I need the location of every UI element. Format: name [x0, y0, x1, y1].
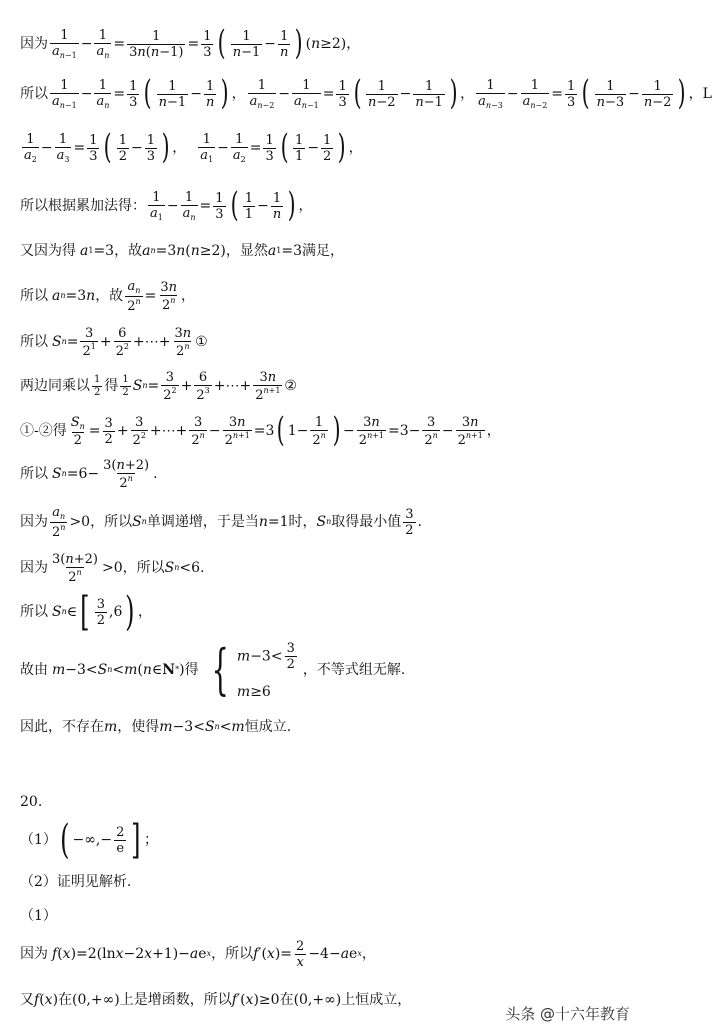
text: （1）: [20, 908, 57, 924]
text: 因为: [20, 560, 48, 576]
text: 故由: [20, 662, 48, 678]
text: 所以: [20, 86, 48, 102]
text: 20.: [20, 794, 43, 810]
text: ，故: [95, 288, 124, 304]
eq-line-4: 所以根据累加法得： $\frac{1}{a_1}$ − $\frac{1}{a_n}$ = $\frac{1}{3}$ ( $\frac{1}{1}$ − $\frac{1}{n}$ ) ，: [20, 185, 313, 226]
eq-line-13: 所以 S n ∈ [ $\frac{3}{2}$ ,6 ) ，: [20, 589, 152, 635]
text: 满足，: [301, 243, 344, 259]
text: 在: [58, 992, 73, 1008]
text: 因为: [20, 946, 48, 962]
mark-1: ①: [195, 334, 208, 350]
text: ，不等式组无解.: [302, 662, 406, 678]
eq-line-3: $\frac{1}{a_2}$ − $\frac{1}{a_3}$ = $\frac{1}{3}$ ( $\frac{1}{2}$ − $\frac{1}{3}$ ) ， $\frac{1}{a_1}$ − $\frac{1}{a_2}$ = $\frac{1}{3}$ ( $\frac{1}{1}$ − $\frac{1}{2}$ ) ，: [24, 127, 363, 168]
frac: $\frac{1}{a_n}$: [96, 27, 110, 60]
frac: $\frac{1}{a_{n-1}}$: [52, 27, 77, 60]
eq-line-2: 所以 $\frac{1}{a_{n-1}}$ − $\frac{1}{a_n}$ = $\frac{1}{3}$ ( $\frac{1}{n-1}$ − $\frac{1}{n}$ ) ， $\frac{1}{a_{n-2}}$ − $\frac{1}{a_{n-1}}$ = $\frac{1}{3}$ ( $\frac{1}{n-2}$ − $\frac{1}{n-1}$ ) ， $\frac{1}{a_{n-3}}$ − $\frac{1}{a_{n-2}}$ = $\frac{1}{3}$ ( $\frac{1}{n-3}$ − $\frac{1}{n-2}$ ) ，L: [20, 73, 712, 114]
eq-line-8: 两边同乘以 $\frac{1}{2}$ 得 $\frac{1}{2}$ S n = $\frac{3}{2^2}$ + $\frac{6}{2^3}$ +⋯+ $\frac{3n}{2^{n+1}}$ ②: [20, 369, 297, 403]
eq-line-15: 因此，不存在 m ，使得 m −3< S n < m 恒成立.: [20, 719, 292, 735]
eq-line-10: 所以 S n =6− $\frac{3(n+2)}{2^n}$ .: [20, 457, 158, 491]
text: ，所以: [90, 514, 133, 530]
eq-line-11: 因为 $\frac{a_n}{2^n}$ >0 ，所以 S n 单调递增，于是当 n =1 时， S n 取得最小值 $\frac{3}{2}$ .: [20, 504, 422, 540]
eq-line-9: ①-②得 $\frac{S_n}{2}$ = $\frac{3}{2}$ + $\frac{3}{2^2}$ +⋯+ $\frac{3}{2^n}$ − $\frac{3n}{2^{n+1}}$ =3 ( 1− $\frac{1}{2^n}$ ) − $\frac{3n}{2^{n+1}}$ =3− $\frac{3}{2^n}$ − $\frac{3n}{2^{n+1}}$ ，: [20, 410, 501, 451]
answer-part-2: [20, 872, 628, 892]
text: 单调递增，于是当: [146, 514, 259, 530]
frac: $\frac{1}{n-1}$: [232, 28, 261, 60]
eq-line-21: 又 f ( x ) 在 (0,+∞) 上是增函数，所以 f ′( x )≥0 在 (0,+∞) 上恒成立，: [20, 992, 412, 1008]
eq-line-20: 因为 f ( x )=2(ln x −2 x +1)− a e x ，所以 f ′( x )= $\frac{2}{x}$ −4− a e x ，: [20, 938, 376, 970]
text: ，L: [688, 86, 712, 102]
text: ，所以: [211, 946, 254, 962]
question-number: [20, 792, 628, 812]
eq-line-5: 又因为得 a 1 =3 ，故 a n =3 n ( n ≥2) ，显然 a 1 =3 满足，: [20, 243, 344, 259]
text: 上恒成立，: [341, 992, 412, 1008]
eq-line-7: 所以 S n = $\frac{3}{2^1}$ + $\frac{6}{2^2}$ +⋯+ $\frac{3n}{2^n}$ ①: [20, 325, 208, 359]
text: 取得最小值: [331, 514, 402, 530]
text: 又因为得: [20, 243, 76, 259]
solution-part-1-heading: [20, 906, 628, 926]
text: （1）: [20, 832, 57, 848]
mark-2: ②: [284, 378, 297, 394]
text: ①-②得: [20, 423, 67, 439]
inequality-system: { m−3< $\frac{3}{2}$ m≥6: [211, 637, 295, 701]
eq-line-6: 所以 a n =3 n ，故 $\frac{a_n}{2^n}$ = $\frac{3n}{2^n}$ ，: [20, 278, 196, 314]
text: 恒成立.: [244, 719, 292, 735]
eq-line-12: 因为 $\frac{3(n+2)}{2^n}$ >0 ，所以 S n <6.: [20, 551, 205, 585]
text: 得: [184, 662, 199, 678]
text: 两边同乘以: [20, 378, 90, 394]
eq-line-1: 因为 $\frac{1}{a_{n-1}}$ − $\frac{1}{a_n}$ = $\frac{1}{3n(n-1)}$ = $\frac{1}{3}$ ( $\frac{1}{n-1}$ − $\frac{1}{n}$ ) ( n ≥2)，: [20, 23, 361, 64]
text: 所以: [20, 334, 48, 350]
text: 又: [20, 992, 34, 1008]
text: 所以根据累加法得：: [20, 198, 146, 214]
frac: $\frac{1}{n}$: [280, 28, 289, 60]
text: ，显然: [225, 243, 268, 259]
answer-part-1: （1） ( −∞,− $\frac{2}{e}$ ] ；: [20, 817, 158, 863]
text: 所以: [20, 604, 48, 620]
text: （2）证明见解析.: [20, 874, 132, 890]
text: 时，: [288, 514, 317, 530]
text: 因此，不存在: [20, 719, 104, 735]
text: ，使得: [117, 719, 160, 735]
text: ，所以: [122, 560, 165, 576]
text: 得: [104, 378, 119, 394]
eq-line-14: 故由 m −3< S n < m ( n ∈ N * ) 得 { m−3< $\frac{3}{2}$ m≥6 ，不等式组无解.: [20, 637, 406, 701]
text: 在: [279, 992, 294, 1008]
frac: $\frac{1}{3n(n-1)}$: [129, 28, 184, 60]
text: 所以: [20, 288, 48, 304]
text: 因为: [20, 36, 48, 52]
watermark: 头条 @十六年教育: [505, 1005, 630, 1023]
text: 因为: [20, 514, 48, 530]
text: 上是增函数，所以: [119, 992, 232, 1008]
text: ，故: [114, 243, 143, 259]
text: 所以: [20, 466, 48, 482]
frac: $\frac{1}{3}$: [203, 28, 212, 60]
